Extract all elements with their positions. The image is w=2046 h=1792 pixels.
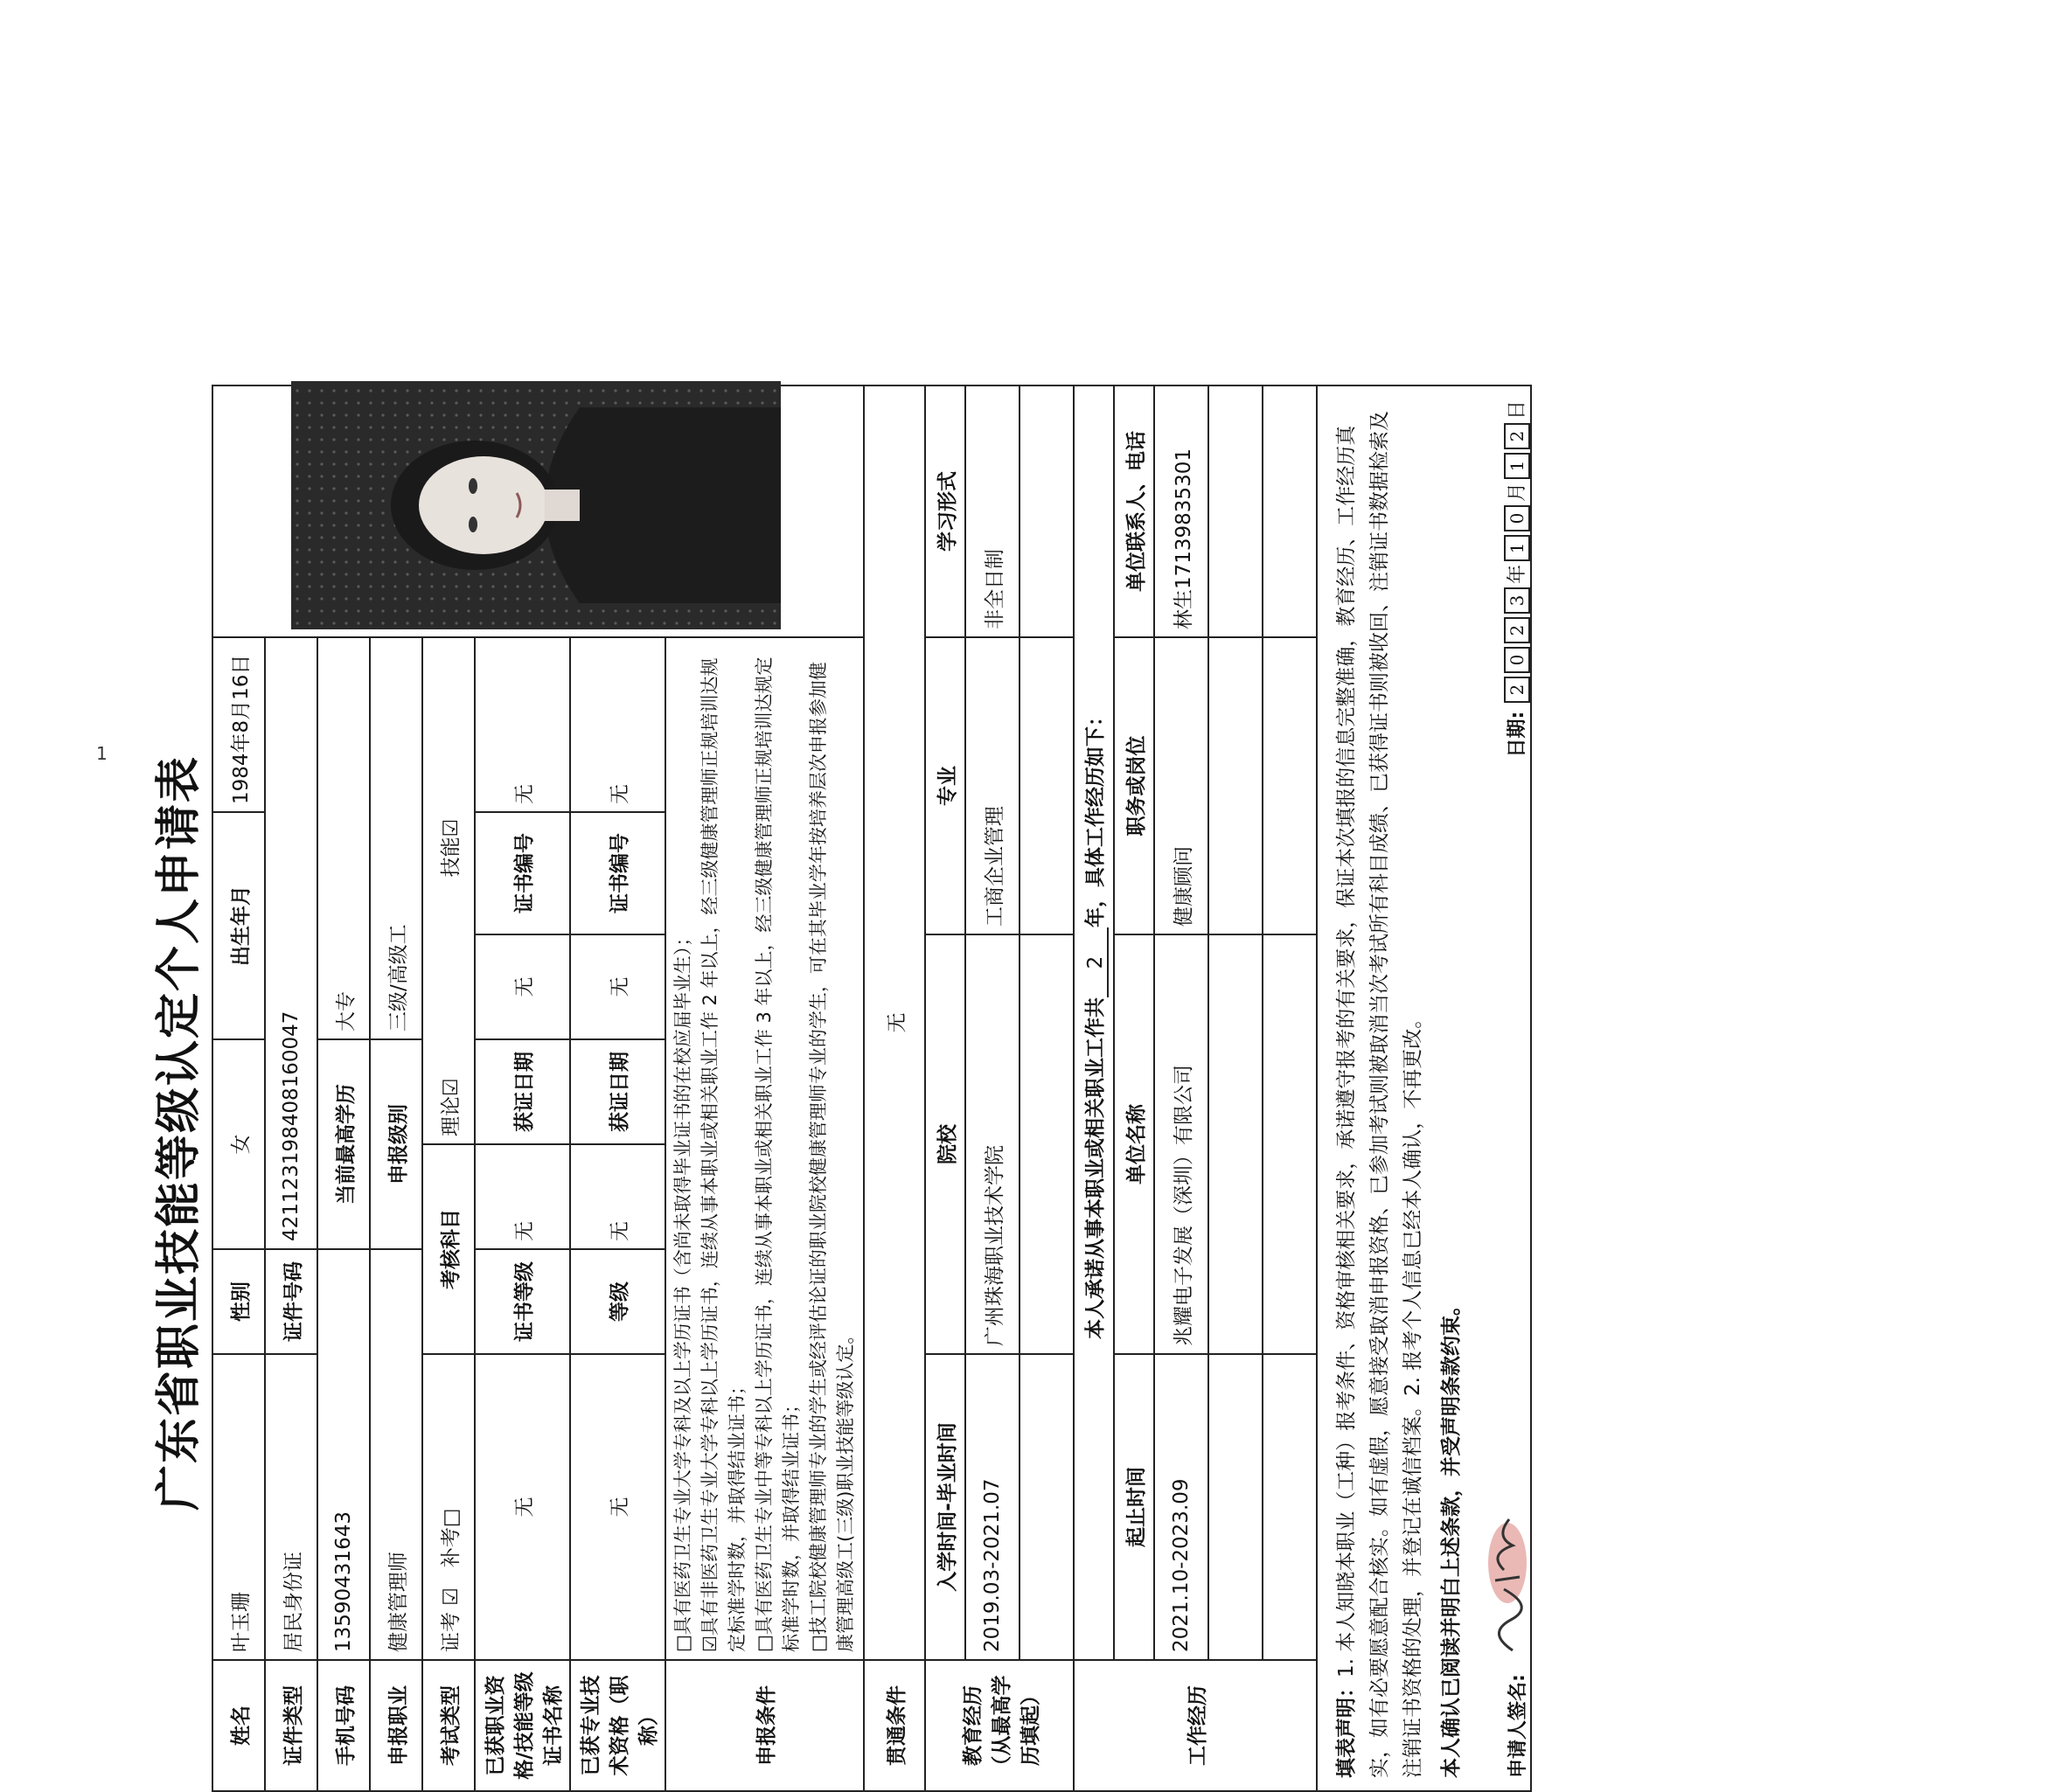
signature-block [1478, 1493, 1530, 1778]
label-general-cond: 贯通条件 [864, 1660, 925, 1791]
empty-cell [1263, 1354, 1317, 1660]
label-cert-level: 证书等级 [475, 1249, 570, 1354]
label-subject: 考核科目 [422, 1144, 475, 1354]
row-name [212, 385, 265, 1791]
label-title-date: 获证日期 [570, 1039, 665, 1144]
date-label: 日期: [1507, 711, 1528, 758]
date-day-digit: 1 [1504, 453, 1530, 479]
value-education: 大专 [317, 637, 370, 1039]
work-row [1154, 385, 1208, 1791]
label-cert-title: 已获专业技术资格（职称） [570, 1660, 665, 1791]
label-phone: 手机号码 [317, 1660, 370, 1791]
rotated-form [136, 400, 1838, 1792]
month-unit: 月 [1507, 483, 1528, 503]
value-exam-type: 证考 ☑ 补考□ [422, 1354, 475, 1660]
date-month-digit: 1 [1504, 535, 1530, 561]
row-general [864, 385, 925, 1791]
empty-cell [1208, 637, 1263, 934]
work-statement-row [1074, 385, 1114, 1791]
date-year-digit: 0 [1504, 647, 1530, 673]
value-cert-vocational: 无 [475, 1354, 570, 1660]
applicant-photo [212, 385, 864, 637]
application-table [212, 385, 1532, 1792]
empty-cell [1263, 637, 1317, 934]
label-id-no: 证件号码 [265, 1249, 317, 1354]
value-occupation: 健康管理师 [370, 1249, 422, 1660]
edu-header [925, 385, 965, 1791]
work-position: 健康顾问 [1154, 637, 1208, 934]
label-id-type: 证件类型 [265, 1660, 317, 1791]
label-occupation: 申报职业 [370, 1660, 422, 1791]
signature-image [1478, 1493, 1530, 1668]
header-major: 专业 [925, 637, 965, 934]
header-study-form: 学习形式 [925, 385, 965, 637]
header-edu-period: 入学时间-毕业时间 [925, 1354, 965, 1660]
date-month-digit: 0 [1504, 505, 1530, 531]
value-subject: 理论☑ 技能☑ [422, 637, 475, 1144]
value-cert-level: 无 [475, 1144, 570, 1249]
header-company: 单位名称 [1114, 934, 1154, 1354]
value-birth: 1984年8月16日 [212, 637, 265, 812]
empty-cell [1020, 934, 1074, 1354]
date-block [1502, 399, 1530, 758]
work-statement-prefix: 本人承诺从事本职业或相关职业工作共 [1084, 997, 1107, 1339]
empty-cell [1020, 385, 1074, 637]
header-position: 职务或岗位 [1114, 637, 1154, 934]
label-cert-no: 证书编号 [475, 812, 570, 934]
label-apply-cond: 申报条件 [665, 1660, 864, 1791]
label-title-level: 等级 [570, 1249, 665, 1354]
edu-form: 非全日制 [965, 385, 1020, 637]
condition-item: □技工院校健康管理师专业的学生或经评估论证的职业院校健康管理师专业的学生，可在其毕业学年按培养层次申报参加健康管理高级工(三级)职业技能等级认定。 [808, 662, 856, 1652]
header-work-period: 起止时间 [1114, 1354, 1154, 1660]
date-day-digit: 2 [1504, 423, 1530, 449]
edu-row-empty [1020, 385, 1074, 1791]
signature-label: 申请人签名: [1507, 1674, 1529, 1778]
label-gender: 性别 [212, 1249, 265, 1354]
edu-period: 2019.03-2021.07 [965, 1354, 1020, 1660]
value-title-no: 无 [570, 637, 665, 812]
value-title-date: 无 [570, 934, 665, 1039]
work-company: 兆耀电子发展（深圳）有限公司 [1154, 934, 1208, 1354]
portrait-photo [291, 381, 781, 629]
empty-cell [1208, 934, 1263, 1354]
work-row-empty [1208, 385, 1263, 1791]
work-contact: 林生17139835301 [1154, 385, 1208, 637]
label-birth: 出生年月 [212, 812, 265, 1039]
conditions-list [665, 637, 864, 1660]
declaration-row [1317, 385, 1531, 1791]
year-unit: 年 [1507, 565, 1528, 585]
work-statement [1074, 385, 1114, 1660]
value-level: 三级/高级工 [370, 637, 422, 1039]
value-id-type: 居民身份证 [265, 1354, 317, 1660]
label-level: 申报级别 [370, 1039, 422, 1249]
empty-cell [1263, 934, 1317, 1354]
date-year-digit: 2 [1504, 617, 1530, 643]
value-id-no: 421123198408160047 [265, 637, 317, 1249]
label-cert-vocational: 已获职业资格/技能等级证书名称 [475, 1660, 570, 1791]
signature-row [1469, 386, 1530, 1790]
declaration-text: 1. 本人知晓本职业（工种）报考条件、资格审核相关要求，承诺遵守报考的有关要求，保证本次填报的信息完整准确，教育经历、工作经历真实，如有必要愿意配合核实。如有虚假，愿意接受取消申报资格、已参加考试则被取消当次考试所有科目成绩、已获得证书则被收回、注销证书数据检索及注销证书资格的处理，并登记在诚信档案。2. 报考个人信息已经本人确认，不再更改。 [1335, 411, 1424, 1778]
header-school: 院校 [925, 934, 965, 1354]
declaration-confirm: 本人确认已阅读并明白上述条款，并受声明条款约束。 [1440, 1295, 1463, 1778]
page-number: 1 [96, 743, 108, 764]
work-years: 2 [1084, 927, 1109, 997]
value-issue-date: 无 [475, 934, 570, 1039]
condition-item: ☑具有非医药卫生专业大学专科以上学历证书，连续从事本职业或相关职业工作 2 年以上，经三级健康管理师正规培训达规定标准学时数，并取得结业证书； [699, 657, 748, 1652]
work-statement-suffix: 年，具体工作经历如下： [1084, 706, 1107, 927]
work-period: 2021.10-2023.09 [1154, 1354, 1208, 1660]
value-cert-no: 无 [475, 637, 570, 812]
day-unit: 日 [1507, 400, 1528, 420]
label-title-no: 证书编号 [570, 812, 665, 934]
date-year-digit: 2 [1504, 677, 1530, 703]
edu-school: 广州珠海职业技术学院 [965, 934, 1020, 1354]
condition-item: □具有医药卫生专业大学专科及以上学历证书（含尚未取得毕业证书的在校应届毕业生）； [672, 927, 693, 1652]
label-work-history: 工作经历 [1074, 1660, 1317, 1791]
handwritten-signature [1478, 1493, 1530, 1668]
label-exam-type: 考试类型 [422, 1660, 475, 1791]
value-phone: 13590431643 [317, 1249, 370, 1660]
label-issue-date: 获证日期 [475, 1039, 570, 1144]
empty-cell [1263, 385, 1317, 637]
value-general-cond: 无 [864, 385, 925, 1660]
work-header [1114, 385, 1154, 1791]
edu-row [965, 385, 1020, 1791]
value-title-level: 无 [570, 1144, 665, 1249]
label-education: 当前最高学历 [317, 1039, 370, 1249]
label-name: 姓名 [212, 1660, 265, 1791]
declaration [1318, 386, 1430, 1790]
header-contact: 单位联系人、电话 [1114, 385, 1154, 637]
value-gender: 女 [212, 1039, 265, 1249]
declaration-cell [1317, 385, 1531, 1791]
form-title: 广东省职业技能等级认定个人申请表 [151, 755, 205, 1511]
empty-cell [1208, 1354, 1263, 1660]
value-name: 叶玉珊 [212, 1354, 265, 1660]
condition-item: □具有医药卫生专业中等专科以上学历证书，连续从事本职业或相关职业工作 3 年以上，经三级健康管理师正规培训达规定标准学时数，并取得结业证书； [754, 656, 802, 1652]
work-row-empty [1263, 385, 1317, 1791]
empty-cell [1208, 385, 1263, 637]
date-year-digit: 3 [1504, 587, 1530, 614]
label-edu-history: 教育经历（从最高学历填起） [925, 1660, 1074, 1791]
declaration-title: 填表声明： [1335, 1677, 1358, 1778]
value-cert-title: 无 [570, 1354, 665, 1660]
edu-major: 工商企业管理 [965, 637, 1020, 934]
empty-cell [1020, 1354, 1074, 1660]
empty-cell [1020, 637, 1074, 934]
